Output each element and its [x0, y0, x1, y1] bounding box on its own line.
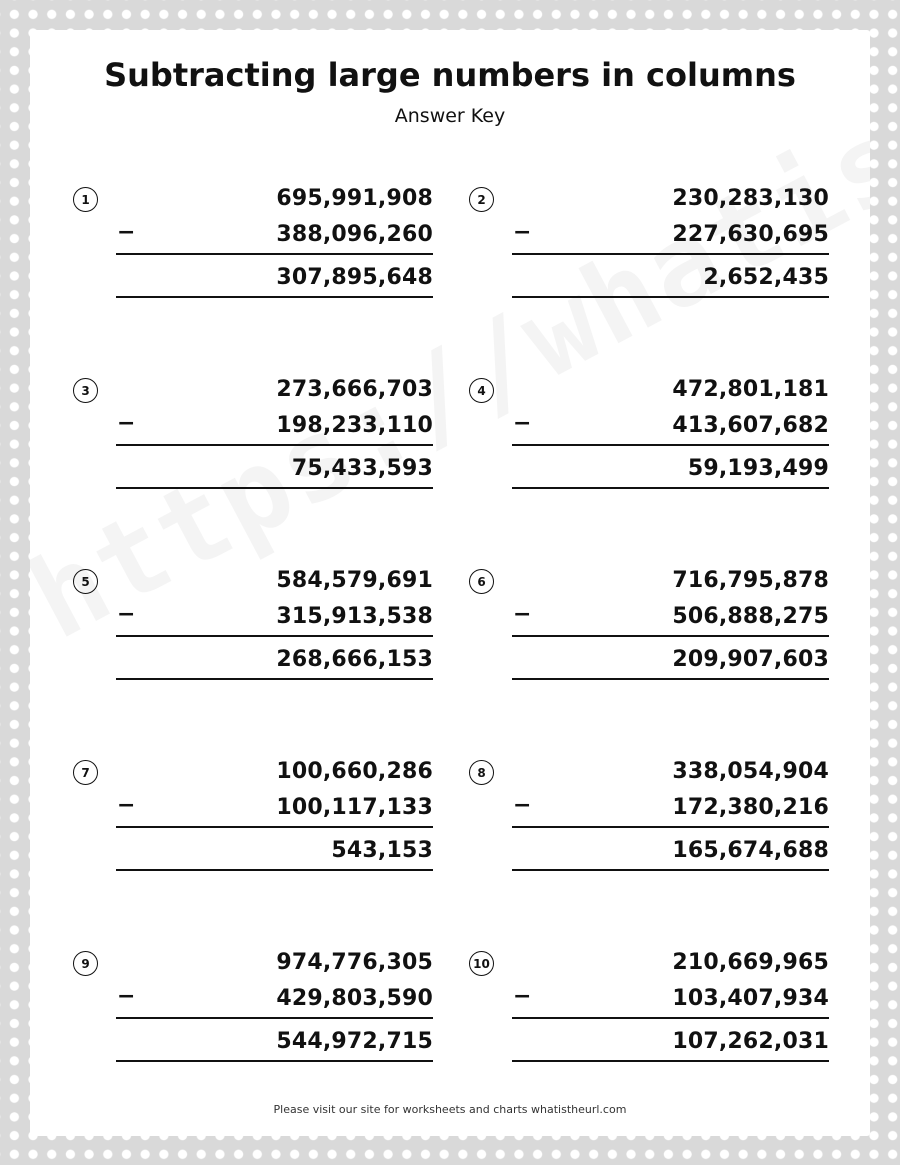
answer-rule-bottom — [512, 678, 829, 680]
difference-answer: 268,666,153 — [276, 647, 433, 672]
difference-answer: 544,972,715 — [276, 1029, 433, 1054]
minuend: 230,283,130 — [672, 186, 829, 211]
subtraction-problem — [469, 948, 829, 1073]
answer-rule-bottom — [116, 678, 433, 680]
minus-sign: − — [117, 793, 136, 818]
difference-answer: 75,433,593 — [291, 456, 433, 481]
subtrahend: 429,803,590 — [276, 986, 433, 1011]
answer-rule-top — [512, 826, 829, 828]
answer-rule-top — [512, 444, 829, 446]
difference-answer: 59,193,499 — [687, 456, 829, 481]
difference-answer: 107,262,031 — [672, 1029, 829, 1054]
problem-number-badge: 7 — [73, 760, 98, 785]
answer-rule-top — [116, 1017, 433, 1019]
subtraction-problem — [469, 184, 829, 309]
problem-number-badge: 2 — [469, 187, 494, 212]
subtrahend: 315,913,538 — [276, 604, 433, 629]
answer-rule-bottom — [116, 296, 433, 298]
answer-rule-bottom — [512, 296, 829, 298]
answer-rule-top — [116, 444, 433, 446]
minus-sign: − — [513, 220, 532, 245]
problem-number-badge: 8 — [469, 760, 494, 785]
minus-sign: − — [513, 602, 532, 627]
minuend: 974,776,305 — [276, 950, 433, 975]
answer-rule-top — [116, 253, 433, 255]
answer-rule-bottom — [116, 1060, 433, 1062]
problem-number-badge: 9 — [73, 951, 98, 976]
minus-sign: − — [513, 793, 532, 818]
difference-answer: 307,895,648 — [276, 265, 433, 290]
answer-rule-bottom — [116, 869, 433, 871]
minus-sign: − — [117, 220, 136, 245]
minus-sign: − — [513, 411, 532, 436]
difference-answer: 209,907,603 — [672, 647, 829, 672]
problem-number-badge: 10 — [469, 951, 494, 976]
problem-number-badge: 1 — [73, 187, 98, 212]
minuend: 584,579,691 — [276, 568, 433, 593]
problem-number-badge: 6 — [469, 569, 494, 594]
minuend: 716,795,878 — [672, 568, 829, 593]
minuend: 273,666,703 — [276, 377, 433, 402]
subtrahend: 172,380,216 — [672, 795, 829, 820]
answer-rule-bottom — [512, 487, 829, 489]
subtraction-problem — [469, 375, 829, 500]
subtrahend: 103,407,934 — [672, 986, 829, 1011]
answer-rule-top — [116, 826, 433, 828]
subtrahend: 227,630,695 — [672, 222, 829, 247]
difference-answer: 543,153 — [331, 838, 433, 863]
minus-sign: − — [117, 411, 136, 436]
answer-rule-top — [512, 1017, 829, 1019]
subtrahend: 100,117,133 — [276, 795, 433, 820]
subtrahend: 506,888,275 — [672, 604, 829, 629]
answer-rule-top — [512, 635, 829, 637]
subtraction-problem — [73, 948, 433, 1073]
minus-sign: − — [117, 602, 136, 627]
difference-answer: 165,674,688 — [672, 838, 829, 863]
minuend: 210,669,965 — [672, 950, 829, 975]
minus-sign: − — [117, 984, 136, 1009]
minuend: 695,991,908 — [276, 186, 433, 211]
page-title: Subtracting large numbers in columns — [104, 56, 796, 94]
answer-rule-bottom — [512, 1060, 829, 1062]
answer-rule-bottom — [116, 487, 433, 489]
subtrahend: 388,096,260 — [276, 222, 433, 247]
minuend: 338,054,904 — [672, 759, 829, 784]
problem-number-badge: 5 — [73, 569, 98, 594]
subtrahend: 413,607,682 — [672, 413, 829, 438]
subtrahend: 198,233,110 — [276, 413, 433, 438]
subtraction-problem — [73, 566, 433, 691]
answer-rule-top — [116, 635, 433, 637]
minus-sign: − — [513, 984, 532, 1009]
subtraction-problem — [73, 184, 433, 309]
subtraction-problem — [469, 566, 829, 691]
page-subtitle: Answer Key — [394, 105, 506, 127]
subtraction-problem — [469, 757, 829, 882]
footer-text: Please visit our site for worksheets and charts whatistheurl.com — [273, 1103, 627, 1116]
difference-answer: 2,652,435 — [703, 265, 829, 290]
answer-rule-top — [512, 253, 829, 255]
worksheet-page — [30, 30, 870, 1136]
subtraction-problem — [73, 757, 433, 882]
answer-rule-bottom — [512, 869, 829, 871]
problem-number-badge: 3 — [73, 378, 98, 403]
subtraction-problem — [73, 375, 433, 500]
problem-number-badge: 4 — [469, 378, 494, 403]
minuend: 472,801,181 — [672, 377, 829, 402]
minuend: 100,660,286 — [276, 759, 433, 784]
